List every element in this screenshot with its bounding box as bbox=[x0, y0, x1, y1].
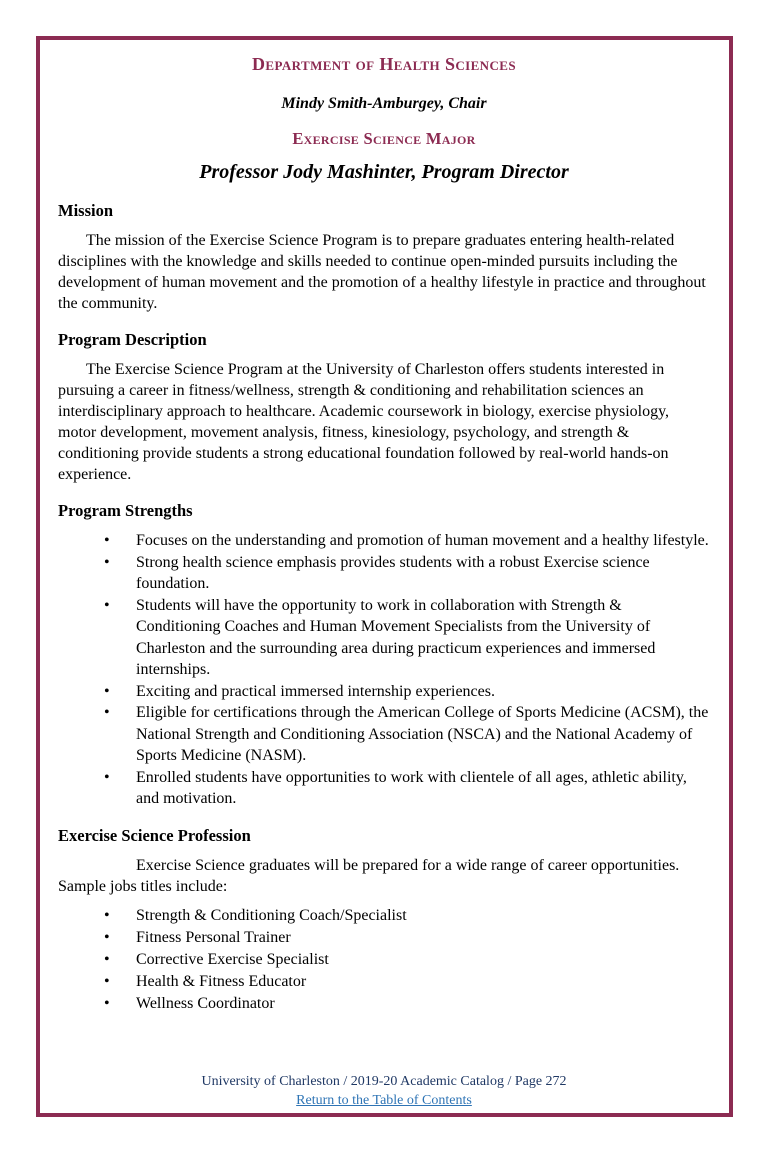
catalog-info-line: University of Charleston / 2019-20 Academic Catalog / Page 272 bbox=[201, 1074, 567, 1089]
list-item: • Corrective Exercise Specialist bbox=[58, 949, 710, 971]
list-item: • Students will have the opportunity to work in collaboration with Strength & Conditioning Coaches and Human Movement Specialists from the University of Charleston and the surrounding area during practicum experiences and immersed internships. bbox=[58, 595, 710, 681]
page-footer bbox=[0, 1073, 768, 1110]
list-item: • Enrolled students have opportunities to work with clientele of all ages, athletic ability, and motivation. bbox=[58, 767, 710, 810]
return-to-table-of-contents-link[interactable]: Return to the Table of Contents bbox=[296, 1093, 472, 1108]
list-item: • Focuses on the understanding and promotion of human movement and a healthy lifestyle. bbox=[58, 530, 710, 552]
profession-paragraph: Exercise Science graduates will be prepared for a wide range of career opportunities. Sample jobs titles include: bbox=[58, 856, 680, 895]
profession-heading: Exercise Science Profession bbox=[58, 825, 251, 845]
job-titles-list bbox=[58, 905, 710, 1015]
mission-paragraph: The mission of the Exercise Science Program is to prepare graduates entering health-related disciplines with the knowledge and skills needed to continue open-minded pursuits including the development of human movement and the promotion of a healthy lifestyle in practice and throughout the community. bbox=[58, 232, 706, 312]
list-item: • Health & Fitness Educator bbox=[58, 971, 710, 993]
program-description-paragraph: The Exercise Science Program at the University of Charleston offers students interested in pursuing a career in fitness/wellness, strength & conditioning and rehabilitation sciences an interdisciplinary approach to healthcare. Academic coursework in biology, exercise physiology, motor development, movement analysis, fitness, kinesiology, psychology, and strength & conditioning provide students a strong educational foundation followed by real-world hands-on experience. bbox=[58, 361, 670, 483]
major-title: Exercise Science Major bbox=[292, 129, 476, 148]
list-item: • Wellness Coordinator bbox=[58, 993, 710, 1015]
list-item: • Exciting and practical immersed internship experiences. bbox=[58, 681, 710, 703]
program-strengths-heading: Program Strengths bbox=[58, 501, 193, 520]
list-item: • Strong health science emphasis provides students with a robust Exercise science foundation. bbox=[58, 552, 710, 595]
department-chair: Mindy Smith-Amburgey, Chair bbox=[281, 95, 487, 112]
program-description-heading: Program Description bbox=[58, 330, 207, 349]
list-item: • Eligible for certifications through the American College of Sports Medicine (ACSM), the National Strength and Conditioning Association (NSCA) and the National Academy of Sports Medicine (NASM). bbox=[58, 702, 710, 767]
department-title: Department of Health Sciences bbox=[252, 54, 516, 74]
list-item: • Strength & Conditioning Coach/Specialist bbox=[58, 905, 710, 927]
mission-heading: Mission bbox=[58, 201, 114, 220]
list-item: • Fitness Personal Trainer bbox=[58, 927, 710, 949]
program-strengths-list bbox=[58, 530, 710, 810]
program-director: Professor Jody Mashinter, Program Director bbox=[199, 161, 569, 183]
page-content bbox=[58, 47, 710, 1015]
